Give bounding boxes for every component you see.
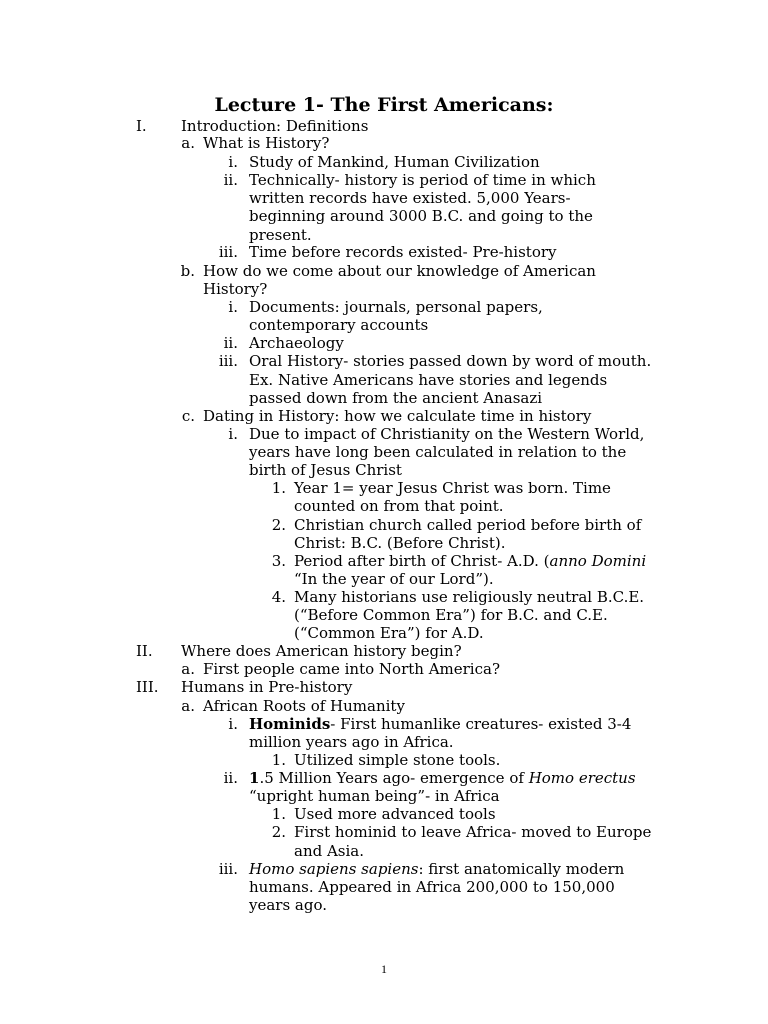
line-text: “upright human being”- in Africa: [249, 787, 500, 805]
outline-line: [203, 697, 405, 715]
line-text: Time before records existed- Pre-history: [249, 243, 557, 261]
line-text: (“Before Common Era”) for B.C. and C.E.: [294, 606, 608, 624]
line-text: How do we come about our knowledge of American: [203, 262, 596, 280]
line-text: “In the year of our Lord”).: [294, 570, 494, 588]
line-text: contemporary accounts: [249, 316, 429, 334]
outline-marker: iii.: [218, 860, 238, 878]
outline-line: [249, 371, 607, 389]
outline-marker: i.: [228, 298, 238, 316]
outline-line: [249, 860, 624, 878]
outline-marker: I.: [136, 117, 147, 135]
outline-marker: b.: [180, 262, 195, 280]
outline-line: [203, 134, 329, 152]
bold-term: Hominids: [249, 715, 331, 733]
line-text: Due to impact of Christianity on the Western World,: [249, 425, 645, 443]
outline-line: [294, 497, 504, 515]
outline-marker: III.: [136, 678, 159, 696]
outline-line: [203, 262, 596, 280]
line-text: and Asia.: [294, 842, 365, 860]
line-text: What is History?: [203, 134, 330, 152]
line-text: Introduction: Definitions: [181, 117, 369, 135]
outline-line: [249, 153, 540, 171]
outline-line: [249, 334, 344, 352]
bold-term: 1: [249, 769, 260, 787]
italic-term: Homo erectus: [528, 769, 636, 787]
outline-marker: 4.: [271, 588, 286, 606]
line-text: Many historians use religiously neutral B.C.E.: [294, 588, 645, 606]
line-text: First people came into North America?: [203, 660, 500, 678]
page-number: 1: [381, 962, 387, 976]
outline-marker: i.: [228, 153, 238, 171]
italic-term: Homo sapiens sapiens: [249, 860, 419, 878]
line-text: million years ago in Africa.: [249, 733, 454, 751]
outline-marker: iii.: [218, 243, 238, 261]
outline-line: [249, 461, 402, 479]
outline-line: [249, 316, 428, 334]
line-text: .5 Million Years ago- emergence of: [259, 769, 529, 787]
outline-marker: i.: [228, 715, 238, 733]
line-text: First hominid to leave Africa- moved to Europe: [294, 823, 652, 841]
line-text: Documents: journals, personal papers,: [249, 298, 543, 316]
outline-line: [249, 243, 557, 261]
outline-line: [203, 660, 500, 678]
outline-line: [249, 769, 636, 787]
outline-line: [249, 171, 596, 189]
outline-marker: 1.: [271, 479, 286, 497]
outline-marker: 1.: [271, 751, 286, 769]
outline-line: [294, 751, 500, 769]
line-text: counted on from that point.: [294, 497, 504, 515]
outline-line: [294, 570, 494, 588]
outline-line: [249, 443, 626, 461]
outline-marker: a.: [181, 697, 195, 715]
line-text: Utilized simple stone tools.: [294, 751, 501, 769]
outline-marker: c.: [181, 407, 195, 425]
line-text: Technically- history is period of time in which: [249, 171, 596, 189]
outline-line: [294, 516, 641, 534]
line-text: Christ: B.C. (Before Christ).: [294, 534, 506, 552]
outline-marker: ii.: [223, 171, 238, 189]
outline-line: [294, 534, 506, 552]
outline-marker: ii.: [223, 334, 238, 352]
line-text: written records have existed. 5,000 Years-: [249, 189, 571, 207]
outline-marker: 1.: [271, 805, 286, 823]
outline-line: [249, 425, 644, 443]
outline-line: [294, 624, 484, 642]
line-text: birth of Jesus Christ: [249, 461, 402, 479]
outline-line: [249, 715, 631, 733]
outline-marker: 2.: [271, 516, 286, 534]
outline-line: [249, 226, 312, 244]
line-text: - First humanlike creatures- existed 3-4: [330, 715, 632, 733]
outline-line: [294, 842, 364, 860]
outline-marker: II.: [136, 642, 153, 660]
line-text: African Roots of Humanity: [203, 697, 405, 715]
line-text: Christian church called period before birth of: [294, 516, 642, 534]
outline-line: [181, 678, 352, 696]
outline-line: [203, 280, 267, 298]
outline-line: [294, 588, 644, 606]
outline-marker: 3.: [271, 552, 286, 570]
line-text: Year 1= year Jesus Christ was born. Time: [294, 479, 611, 497]
line-text: present.: [249, 226, 312, 244]
line-text: Dating in History: how we calculate time in history: [203, 407, 592, 425]
line-text: years have long been calculated in relation to the: [249, 443, 627, 461]
line-text: Used more advanced tools: [294, 805, 496, 823]
outline-line: [181, 117, 368, 135]
outline-line: [203, 407, 591, 425]
outline-line: [249, 207, 593, 225]
outline-line: [294, 606, 608, 624]
outline-line: [249, 787, 500, 805]
outline-marker: a.: [181, 134, 195, 152]
line-text: (“Common Era”) for A.D.: [294, 624, 484, 642]
line-text: humans. Appeared in Africa 200,000 to 150,000: [249, 878, 615, 896]
line-text: : first anatomically modern: [418, 860, 625, 878]
line-text: Where does American history begin?: [181, 642, 462, 660]
line-text: Study of Mankind, Human Civilization: [249, 153, 540, 171]
outline-line: [294, 805, 496, 823]
outline-marker: iii.: [218, 352, 238, 370]
line-text: Humans in Pre-history: [181, 678, 353, 696]
outline-line: [249, 389, 542, 407]
outline-marker: ii.: [223, 769, 238, 787]
outline-marker: a.: [181, 660, 195, 678]
line-text: Period after birth of Christ- A.D. (: [294, 552, 550, 570]
outline-line: [249, 733, 454, 751]
outline-line: [294, 823, 651, 841]
outline-line: [294, 552, 646, 570]
outline-line: [249, 298, 543, 316]
italic-term: anno Domini: [549, 552, 647, 570]
outline-line: [249, 896, 327, 914]
outline-line: [181, 642, 462, 660]
page-title: Lecture 1- The First Americans:: [214, 94, 554, 116]
outline-marker: i.: [228, 425, 238, 443]
line-text: Archaeology: [249, 334, 344, 352]
line-text: History?: [203, 280, 268, 298]
outline-line: [294, 479, 611, 497]
outline-line: [249, 352, 651, 370]
line-text: Ex. Native Americans have stories and legends: [249, 371, 608, 389]
outline-line: [249, 189, 571, 207]
outline-marker: 2.: [271, 823, 286, 841]
line-text: beginning around 3000 B.C. and going to the: [249, 207, 593, 225]
outline-line: [249, 878, 615, 896]
line-text: passed down from the ancient Anasazi: [249, 389, 543, 407]
line-text: years ago.: [249, 896, 328, 914]
line-text: Oral History- stories passed down by word of mouth.: [249, 352, 652, 370]
